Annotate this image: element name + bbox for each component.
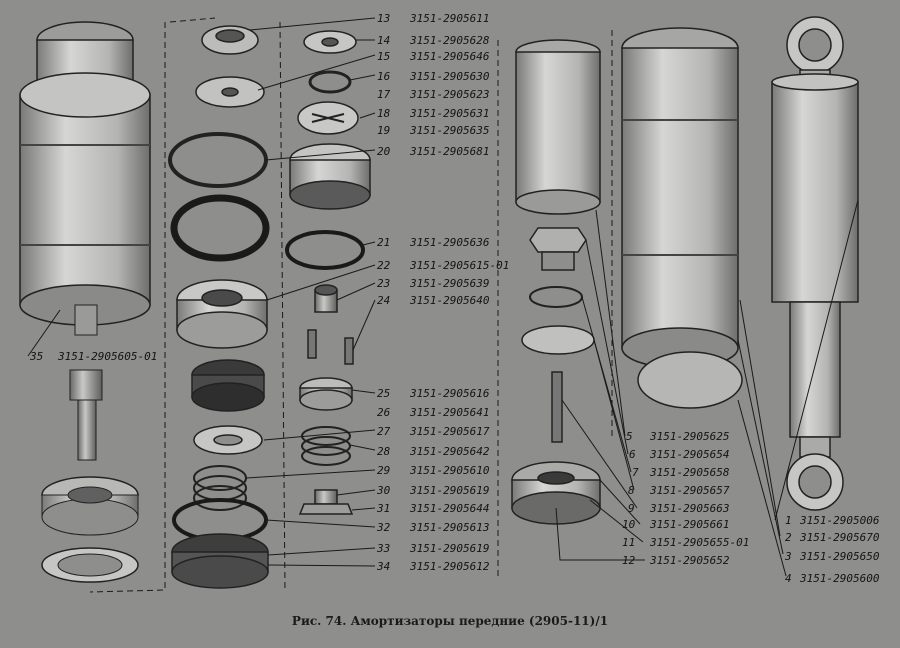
label-part: 3151-2905006 [800, 514, 880, 527]
label-num: 1 [785, 514, 792, 527]
label-num: 21 [377, 236, 391, 249]
label-num: 6 [629, 448, 636, 461]
label-num: 32 [377, 521, 391, 534]
label-num: 7 [632, 466, 639, 479]
label-num: 30 [377, 484, 391, 497]
label-num: 15 [377, 50, 391, 63]
label-part: 3151-2905611 [410, 12, 490, 25]
cylinder-parts [512, 40, 600, 524]
label-num: 18 [377, 107, 391, 120]
label-num: 23 [377, 277, 391, 290]
label-num: 4 [785, 572, 792, 585]
label-num: 22 [377, 259, 391, 272]
label-num: 8 [628, 484, 635, 497]
label-part: 3151-2905628 [410, 34, 490, 47]
label-part: 3151-2905615-01 [410, 259, 510, 272]
label-num: 26 [377, 406, 391, 419]
label-num: 35 [30, 350, 44, 363]
label-num: 19 [377, 124, 391, 137]
figure-caption: Рис. 74. Амортизаторы передние (2905-11)/1 [291, 614, 609, 628]
label-part: 3151-2905613 [410, 521, 490, 534]
label-part: 3151-2905600 [800, 572, 880, 585]
label-part: 3151-2905670 [800, 531, 880, 544]
label-part: 3151-2905663 [650, 502, 730, 515]
label-part: 3151-2905605-01 [58, 350, 158, 363]
right-labels [784, 514, 880, 585]
label-part: 3151-2905640 [410, 294, 490, 307]
label-part: 3151-2905636 [410, 236, 490, 249]
label-num: 31 [377, 502, 391, 515]
label-num: 11 [622, 536, 636, 549]
label-num: 34 [377, 560, 391, 573]
label-part: 3151-2905654 [650, 448, 730, 461]
label-num: 12 [622, 554, 636, 567]
label-num: 3 [785, 550, 792, 563]
label-num: 14 [377, 34, 391, 47]
label-part: 3151-2905619 [410, 542, 490, 555]
outer-cylinder [622, 28, 742, 408]
label-num: 9 [628, 502, 635, 515]
label-part: 3151-2905639 [410, 277, 490, 290]
label-part: 3151-2905625 [650, 430, 730, 443]
label-num: 10 [622, 518, 636, 531]
label-num: 13 [377, 12, 391, 25]
label-part: 3151-2905646 [410, 50, 490, 63]
label-part: 3151-2905644 [410, 502, 490, 515]
label-part: 3151-2905616 [410, 387, 490, 400]
label-num: 16 [377, 70, 391, 83]
label-part: 3151-2905619 [410, 484, 490, 497]
label-part: 3151-2905630 [410, 70, 490, 83]
label-num: 2 [785, 531, 792, 544]
label-part: 3151-2905642 [410, 445, 490, 458]
label-num: 5 [626, 430, 633, 443]
assembled-shock-absorber [772, 17, 858, 510]
label-part: 3151-2905658 [650, 466, 730, 479]
label-part: 3151-2905612 [410, 560, 490, 573]
center-column-labels [376, 12, 509, 573]
label-part: 3151-2905652 [650, 554, 730, 567]
dust-cover-assembly [20, 22, 150, 335]
label-num: 25 [377, 387, 391, 400]
label-num: 27 [377, 425, 391, 438]
label-part: 3151-2905681 [410, 145, 490, 158]
label-num: 28 [377, 445, 391, 458]
label-num: 17 [377, 88, 391, 101]
label-num: 20 [377, 145, 391, 158]
left-label [29, 350, 157, 363]
label-part: 3151-2905657 [650, 484, 730, 497]
label-part: 3151-2905655-01 [650, 536, 750, 549]
label-part: 3151-2905650 [800, 550, 880, 563]
label-part: 3151-2905661 [650, 518, 730, 531]
center-left-parts [170, 26, 268, 588]
label-num: 24 [377, 294, 391, 307]
label-part: 3151-2905635 [410, 124, 490, 137]
label-part: 3151-2905641 [410, 406, 490, 419]
label-part: 3151-2905610 [410, 464, 490, 477]
label-part: 3151-2905617 [410, 425, 490, 438]
label-num: 33 [377, 542, 391, 555]
label-part: 3151-2905631 [410, 107, 490, 120]
label-num: 29 [377, 464, 391, 477]
middle-labels [622, 430, 749, 567]
label-part: 3151-2905623 [410, 88, 490, 101]
center-right-parts [287, 31, 370, 514]
piston-rod-lower [42, 370, 138, 582]
